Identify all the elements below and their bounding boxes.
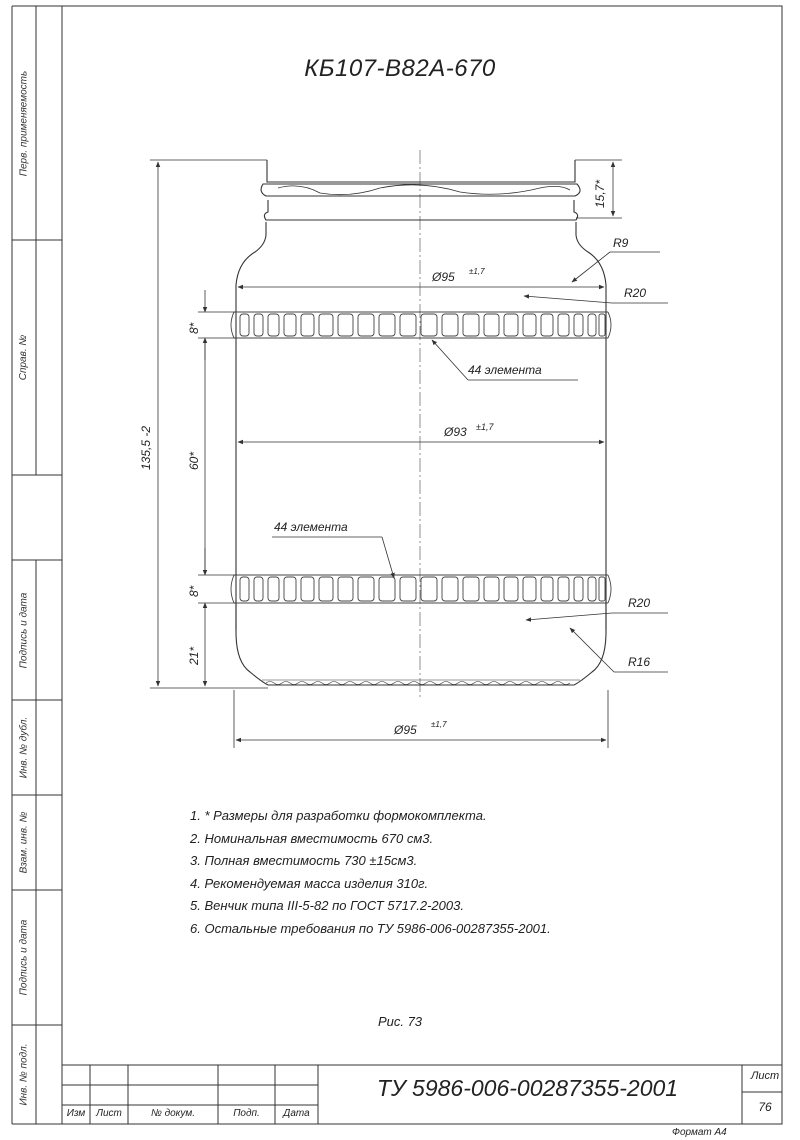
dim-band-upper-h: 8* — [187, 322, 201, 334]
header-signature: Подп. — [233, 1108, 260, 1119]
jar-neck — [236, 160, 606, 630]
dim-top-height: 15,7* — [593, 179, 607, 208]
side-label-replaces-inv: Взам. инв. № — [18, 811, 30, 874]
dim-r20-top: R20 — [624, 286, 647, 300]
format-label: Формат А4 — [672, 1127, 727, 1138]
dim-d-bottom-tol: ±1,7 — [431, 720, 447, 729]
side-label-inv-dup: Инв. № дубл. — [18, 716, 30, 779]
dim-d-bottom: Ø95 — [394, 723, 417, 737]
header-change: Изм — [66, 1108, 86, 1119]
rib-band-lower — [231, 575, 611, 603]
side-label-inv-orig: Инв. № подл. — [18, 1043, 30, 1106]
note-item: 3. Полная вместимость 730 ±15см3. — [190, 853, 418, 868]
dim-band-lower-h: 8* — [187, 585, 201, 597]
dim-r16: R16 — [628, 655, 651, 669]
header-date: Дата — [283, 1108, 310, 1119]
label-elements-upper: 44 элемента — [468, 363, 542, 377]
note-item: 6. Остальные требования по ТУ 5986-006-00287355-2001. — [190, 920, 551, 936]
drawing-title: КБ107-В82А-670 — [304, 55, 496, 82]
dim-d-middle: Ø93 — [444, 425, 467, 439]
figure-caption: Рис. 73 — [377, 1014, 423, 1029]
dim-total-height: 135,5 -2 — [139, 425, 153, 470]
label-elements-lower: 44 элемента — [274, 520, 348, 534]
note-item: 2. Номинальная вместимость 670 см3. — [190, 830, 434, 846]
note-item: 5. Венчик типа III-5-82 по ГОСТ 5717.2-2003. — [190, 898, 464, 913]
document-code: ТУ 5986-006-00287355-2001 — [376, 1075, 679, 1101]
header-sheet: Лист — [96, 1108, 122, 1119]
dim-mid-h: 60* — [187, 451, 201, 470]
sheet-number: 76 — [758, 1100, 772, 1114]
dim-d-middle-tol: ±1,7 — [476, 422, 494, 432]
notes-list — [190, 805, 551, 940]
side-label-reference: Справ. № — [18, 334, 30, 381]
header-doc-number: № докум. — [150, 1108, 196, 1119]
jar-body — [236, 600, 606, 685]
note-item: 1. * Размеры для разработки формокомплекта. — [190, 808, 487, 823]
dim-d-shoulder-tol: ±1,7 — [469, 267, 485, 276]
side-label-primary-use: Перв. применяемость — [18, 70, 30, 176]
side-label-signature-date-2: Подпись и дата — [18, 919, 30, 996]
note-item: 4. Рекомендуемая масса изделия 310г. — [190, 875, 429, 891]
rib-band-upper — [231, 312, 611, 338]
side-label-signature-date-1: Подпись и дата — [18, 592, 30, 668]
sheet-label: Лист — [750, 1070, 780, 1082]
dim-base-h: 21* — [187, 646, 201, 665]
dim-d-shoulder: Ø95 — [432, 270, 455, 284]
dim-r20-bottom: R20 — [628, 596, 651, 610]
dim-r9: R9 — [613, 236, 629, 250]
